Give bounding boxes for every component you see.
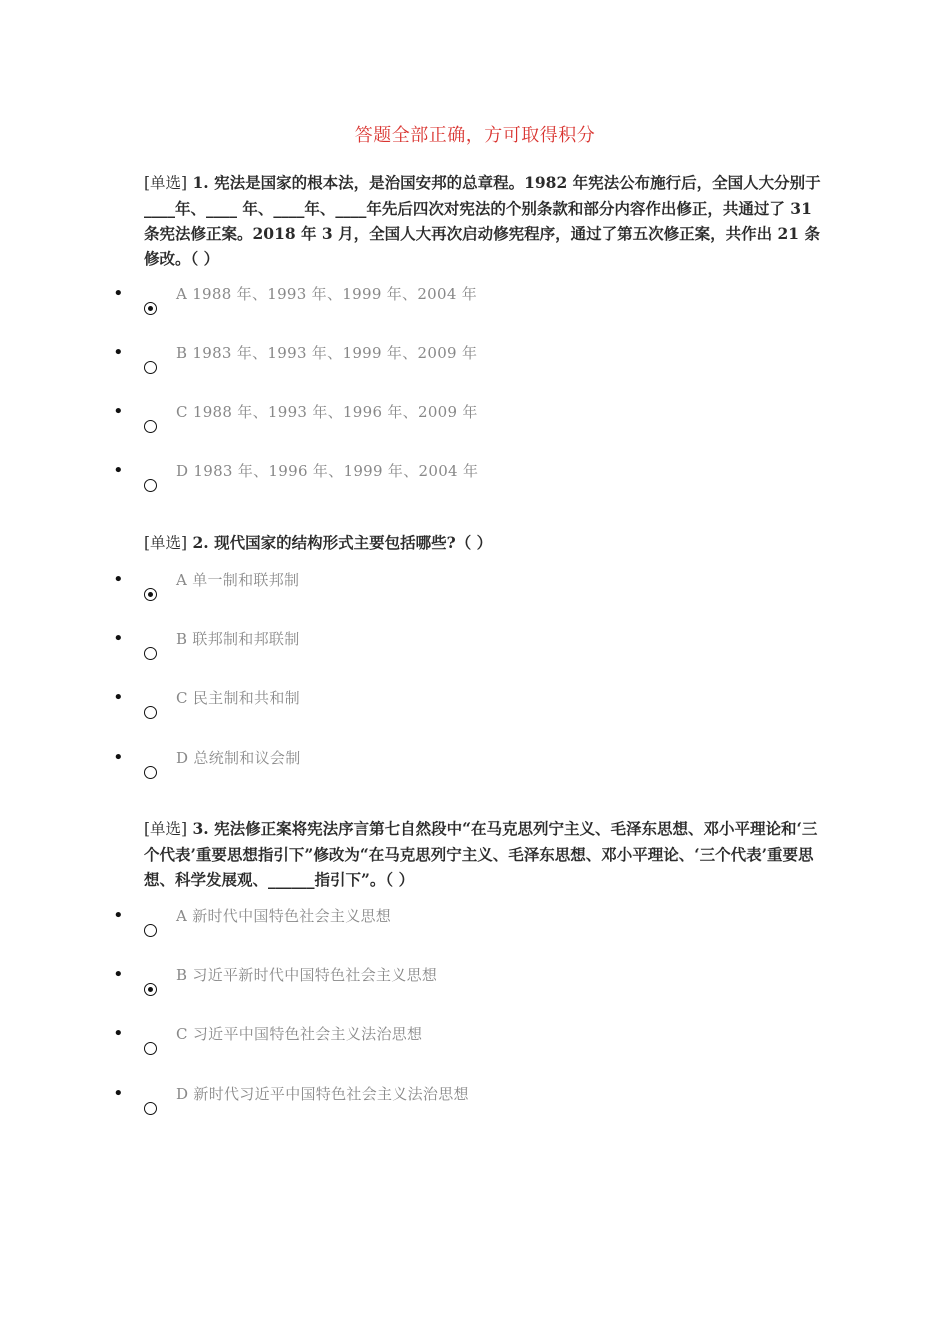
bullet-icon: • xyxy=(113,569,124,590)
question-number: 3. xyxy=(192,819,209,838)
q3-option-c[interactable] xyxy=(0,1024,950,1074)
question-number: 2. xyxy=(192,533,209,552)
q2-option-c[interactable] xyxy=(0,688,950,738)
bullet-icon: • xyxy=(113,401,124,422)
bullet-icon: • xyxy=(113,460,124,481)
radio-icon[interactable] xyxy=(144,766,157,779)
question-3 xyxy=(144,816,824,892)
option-label: D 1983 年、1996 年、1999 年、2004 年 xyxy=(176,462,479,480)
option-label: C 1988 年、1993 年、1996 年、2009 年 xyxy=(176,403,478,421)
bullet-icon: • xyxy=(113,628,124,649)
radio-selected-icon[interactable] xyxy=(144,302,157,315)
radio-selected-icon[interactable] xyxy=(144,588,157,601)
radio-icon[interactable] xyxy=(144,924,157,937)
radio-icon[interactable] xyxy=(144,1102,157,1115)
question-text: 宪法是国家的根本法，是治国安邦的总章程。1982 年宪法公布施行后，全国人大分别于____年、____ 年、____年、____年先后四次对宪法的个别条款和部分内容作出修正，共通过了 31 条宪法修正案。2018 年 3 月，全国人大再次启动修宪程序，通过了第五次修正案，共作出 21 条修改。（ ） xyxy=(144,173,821,268)
option-label: D 新时代习近平中国特色社会主义法治思想 xyxy=(176,1085,469,1103)
bullet-icon: • xyxy=(113,1083,124,1104)
score-notice: 答题全部正确，方可取得积分 xyxy=(354,125,596,146)
question-number: 1. xyxy=(192,173,209,192)
radio-icon[interactable] xyxy=(144,1042,157,1055)
radio-icon[interactable] xyxy=(144,706,157,719)
question-1 xyxy=(144,170,824,271)
bullet-icon: • xyxy=(113,1023,124,1044)
bullet-icon: • xyxy=(113,747,124,768)
q1-option-b[interactable] xyxy=(0,343,950,393)
q2-option-b[interactable] xyxy=(0,629,950,679)
q1-option-c[interactable] xyxy=(0,402,950,452)
q3-option-d[interactable] xyxy=(0,1084,950,1134)
option-label: B 习近平新时代中国特色社会主义思想 xyxy=(176,966,438,984)
bullet-icon: • xyxy=(113,283,124,304)
question-type-tag: [单选] xyxy=(144,534,188,552)
option-label: C 民主制和共和制 xyxy=(176,689,300,707)
q1-option-a[interactable] xyxy=(0,284,950,334)
question-text: 宪法修正案将宪法序言第七自然段中“在马克思列宁主义、毛泽东思想、邓小平理论和‘三个代表’重要思想指引下”修改为“在马克思列宁主义、毛泽东思想、邓小平理论、‘三个代表’重要思想、科学发展观、______指引下”。（ ） xyxy=(144,819,818,889)
radio-icon[interactable] xyxy=(144,479,157,492)
bullet-icon: • xyxy=(113,687,124,708)
bullet-icon: • xyxy=(113,342,124,363)
option-label: A 1988 年、1993 年、1999 年、2004 年 xyxy=(176,285,478,303)
q2-option-d[interactable] xyxy=(0,748,950,798)
option-label: B 1983 年、1993 年、1999 年、2009 年 xyxy=(176,344,478,362)
radio-icon[interactable] xyxy=(144,361,157,374)
bullet-icon: • xyxy=(113,905,124,926)
question-2 xyxy=(144,530,824,556)
option-label: D 总统制和议会制 xyxy=(176,749,301,767)
q3-option-a[interactable] xyxy=(0,906,950,956)
bullet-icon: • xyxy=(113,964,124,985)
radio-icon[interactable] xyxy=(144,647,157,660)
option-label: A 单一制和联邦制 xyxy=(176,571,300,589)
radio-icon[interactable] xyxy=(144,420,157,433)
question-type-tag: [单选] xyxy=(144,820,188,838)
q2-option-a[interactable] xyxy=(0,570,950,620)
q3-option-b[interactable] xyxy=(0,965,950,1015)
question-type-tag: [单选] xyxy=(144,174,188,192)
option-label: C 习近平中国特色社会主义法治思想 xyxy=(176,1025,423,1043)
option-label: A 新时代中国特色社会主义思想 xyxy=(176,907,392,925)
radio-selected-icon[interactable] xyxy=(144,983,157,996)
question-text: 现代国家的结构形式主要包括哪些?（ ） xyxy=(214,533,493,552)
option-label: B 联邦制和邦联制 xyxy=(176,630,300,648)
q1-option-d[interactable] xyxy=(0,461,950,511)
